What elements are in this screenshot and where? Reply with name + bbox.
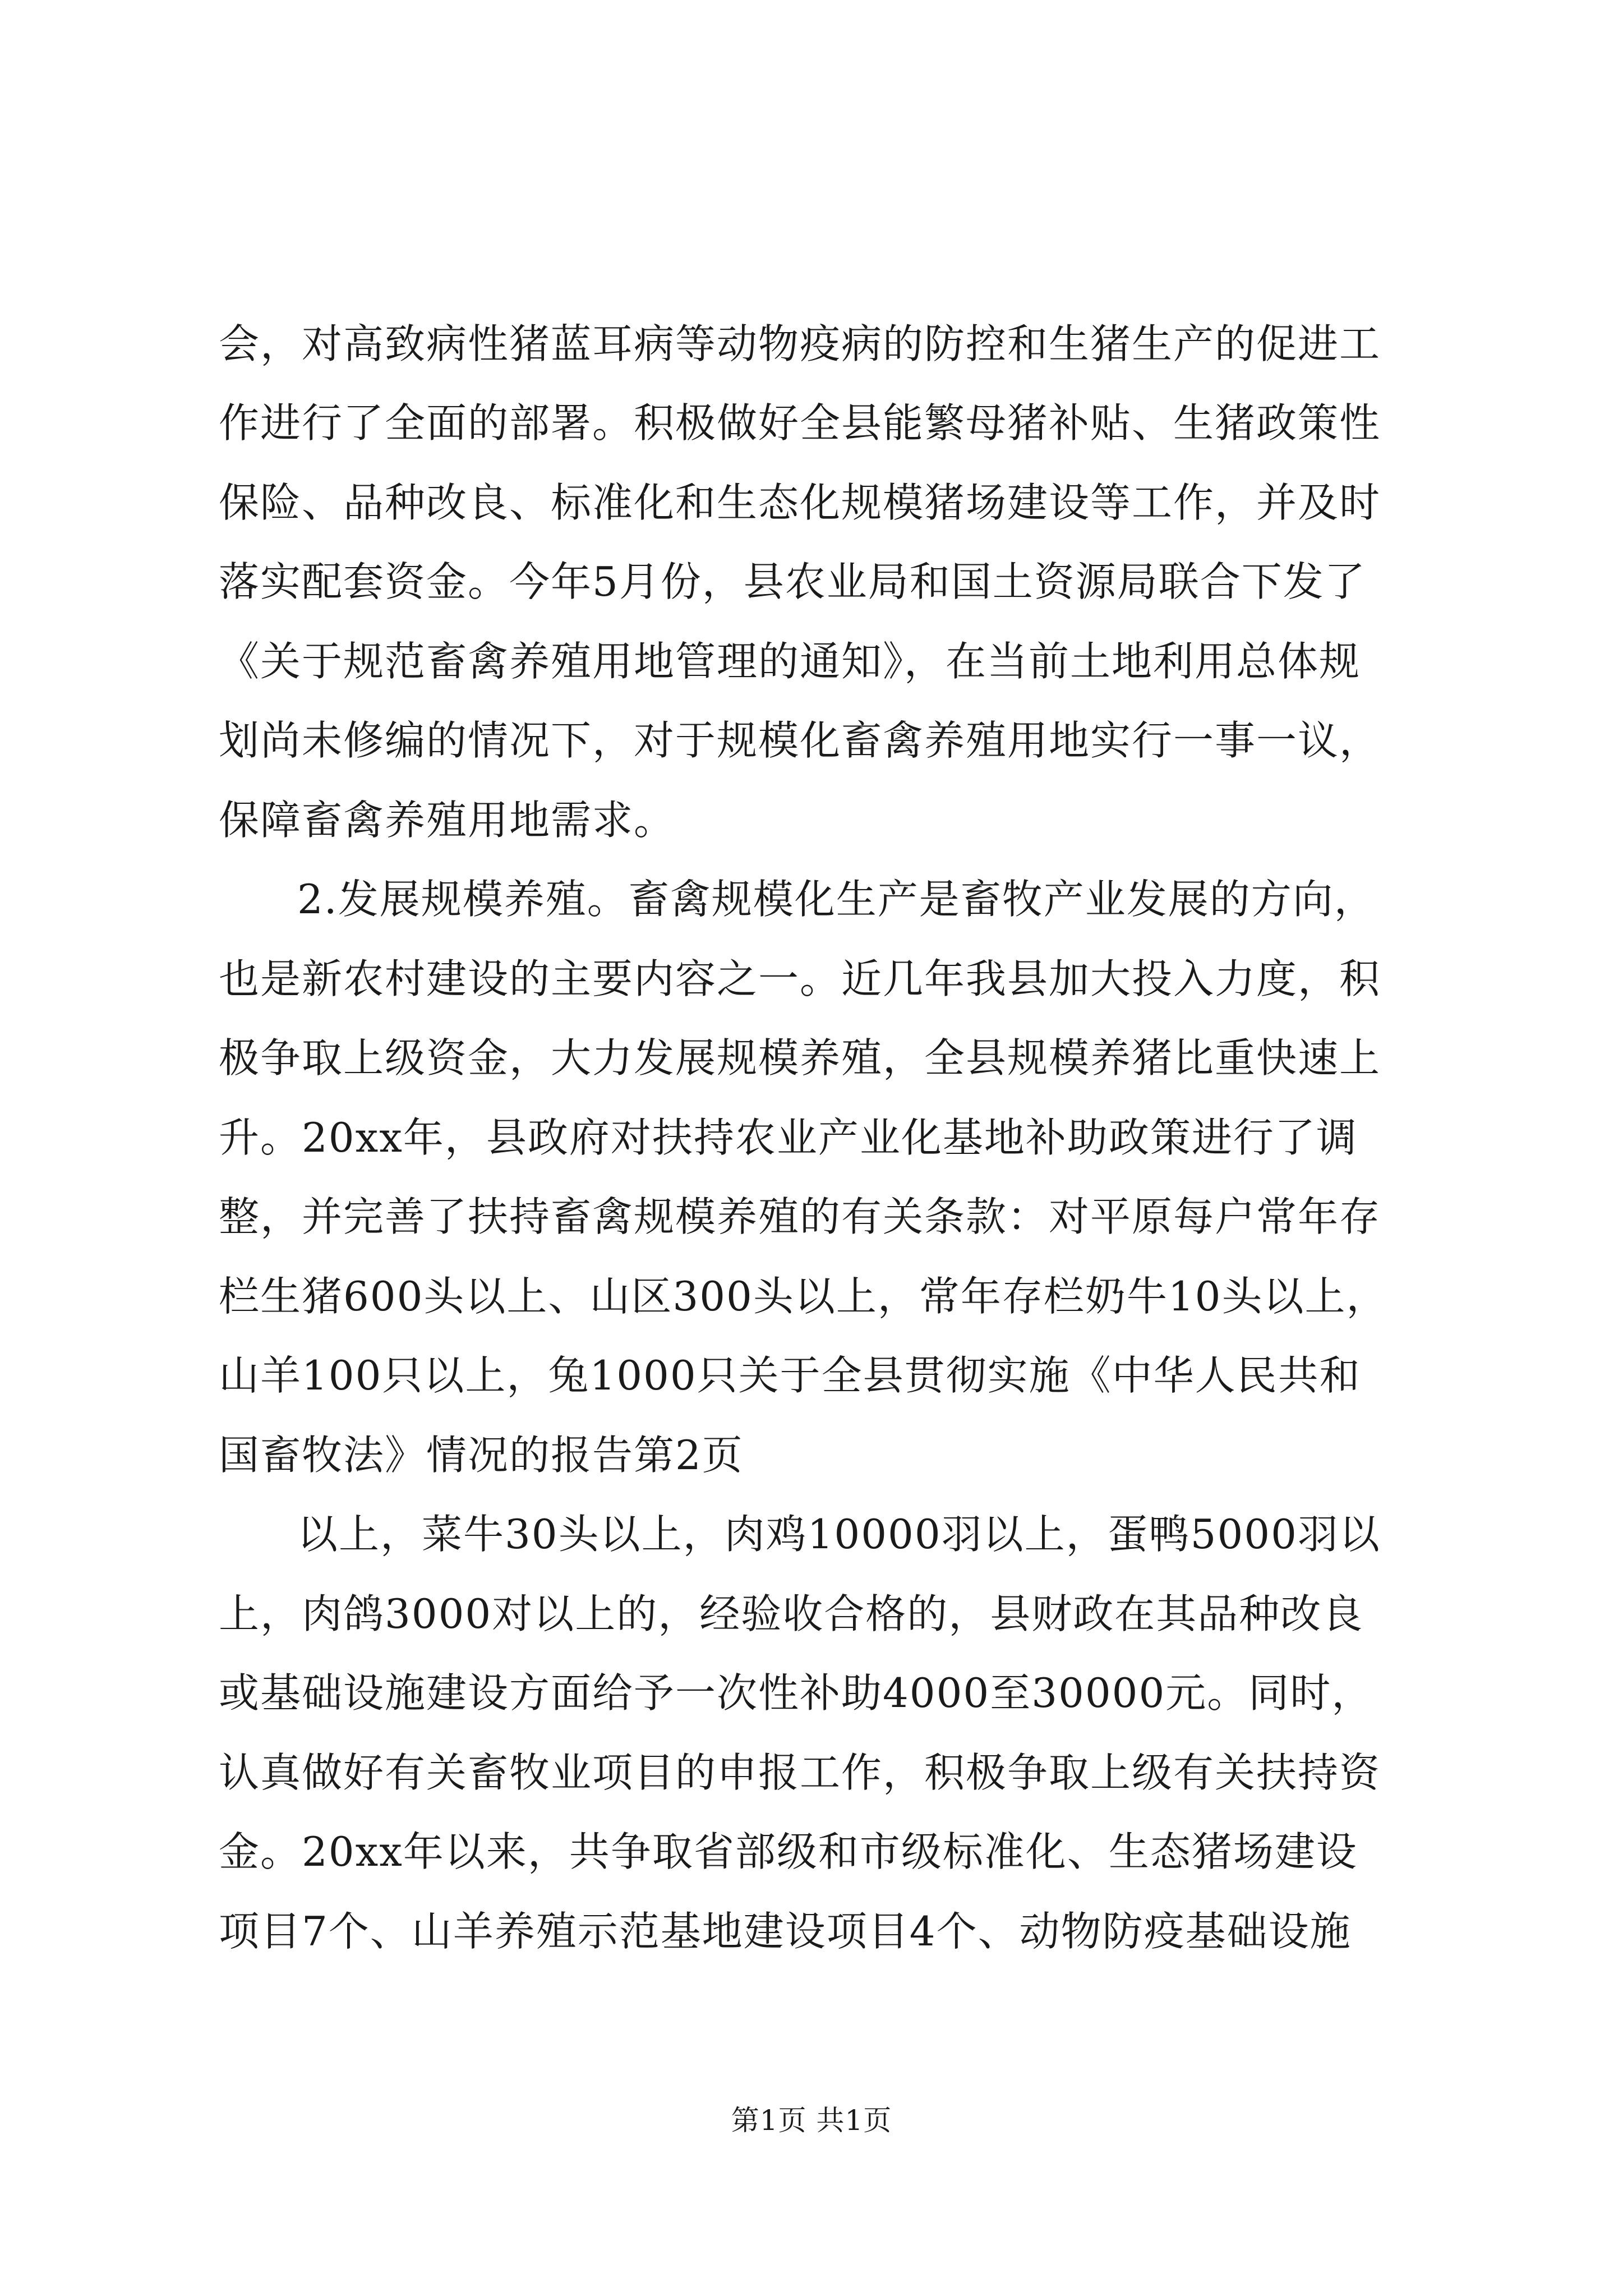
text-line: 认真做好有关畜牧业项目的申报工作，积极争取上级有关扶持资 — [219, 1749, 1381, 1796]
text-line: 国畜牧法》情况的报告第2页 — [219, 1432, 744, 1479]
text-line: 极争取上级资金，大力发展规模养殖，全县规模养猪比重快速上 — [219, 1034, 1381, 1082]
page-footer: 第1页 共1页 — [731, 2104, 892, 2137]
text-line: 或基础设施建设方面给予一次性补助4000至30000元。同时， — [219, 1669, 1373, 1717]
text-line: 会，对高致病性猪蓝耳病等动物疫病的防控和生猪生产的促进工 — [219, 320, 1381, 367]
text-line: 项目7个、山羊养殖示范基地建设项目4个、动物防疫基础设施 — [219, 1908, 1352, 1955]
text-line: 保障畜禽养殖用地需求。 — [219, 797, 676, 844]
text-line: 《关于规范畜禽养殖用地管理的通知》，在当前土地利用总体规 — [219, 638, 1361, 685]
text-line: 山羊100只以上，兔1000只关于全县贯彻实施《中华人民共和 — [219, 1352, 1361, 1399]
text-line: 落实配套资金。今年5月份，县农业局和国土资源局联合下发了 — [219, 558, 1366, 605]
text-line: 栏生猪600头以上、山区300头以上，常年存栏奶牛10头以上， — [219, 1273, 1388, 1320]
text-line: 保险、品种改良、标准化和生态化规模猪场建设等工作，并及时 — [219, 479, 1381, 526]
text-line: 也是新农村建设的主要内容之一。近几年我县加大投入力度，积 — [219, 955, 1381, 1002]
text-line: 划尚未修编的情况下，对于规模化畜禽养殖用地实行一事一议， — [219, 717, 1381, 764]
text-line: 作进行了全面的部署。积极做好全县能繁母猪补贴、生猪政策性 — [219, 399, 1381, 447]
text-line: 上，肉鸽3000对以上的，经验收合格的，县财政在其品种改良 — [219, 1590, 1364, 1637]
text-line: 金。20xx年以来，共争取省部级和市级标准化、生态猪场建设 — [219, 1828, 1358, 1875]
text-line: 升。20xx年，县政府对扶持农业产业化基地补助政策进行了调 — [219, 1114, 1358, 1161]
paragraph-start-line: 以上，菜牛30头以上，肉鸡10000羽以上，蛋鸭5000羽以 — [297, 1511, 1381, 1558]
text-line: 整，并完善了扶持畜禽规模养殖的有关条款：对平原每户常年存 — [219, 1193, 1381, 1240]
paragraph-start-line: 2.发展规模养殖。畜禽规模化生产是畜牧产业发展的方向， — [297, 876, 1376, 923]
